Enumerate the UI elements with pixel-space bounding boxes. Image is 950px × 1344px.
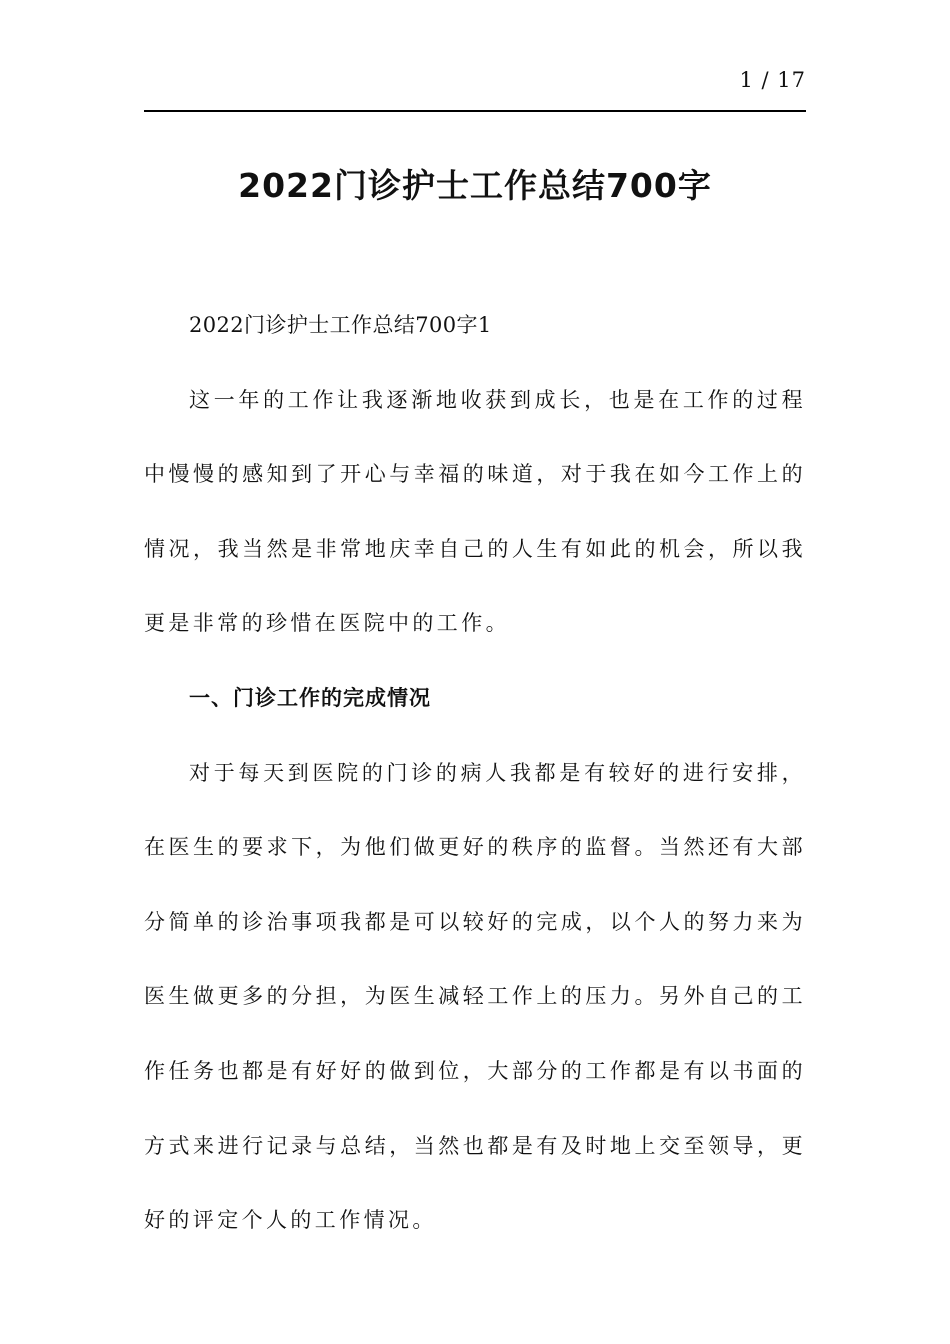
document-title: 2022门诊护士工作总结700字: [238, 166, 712, 205]
header-divider: [144, 110, 806, 112]
page-number: 1 / 17: [739, 68, 806, 92]
section-heading-1: 一、门诊工作的完成情况: [189, 685, 431, 710]
body-paragraph-1: 这一年的工作让我逐渐地收获到成长，也是在工作的过程中慢慢的感知到了开心与幸福的味道，对于我在如今工作上的情况，我当然是非常地庆幸自己的人生有如此的机会，所以我更是非常的珍惜在医院中的工作。: [144, 387, 806, 636]
document-subtitle: 2022门诊护士工作总结700字1: [189, 313, 492, 337]
document-body: [144, 288, 806, 1258]
body-paragraph-2: 对于每天到医院的门诊的病人我都是有较好的进行安排，在医生的要求下，为他们做更好的秩序的监督。当然还有大部分简单的诊治事项我都是可以较好的完成，以个人的努力来为医生做更多的分担，为医生减轻工作上的压力。另外自己的工作任务也都是有好好的做到位，大部分的工作都是有以书面的方式来进行记录与总结，当然也都是有及时地上交至领导，更好的评定个人的工作情况。: [144, 760, 806, 1233]
